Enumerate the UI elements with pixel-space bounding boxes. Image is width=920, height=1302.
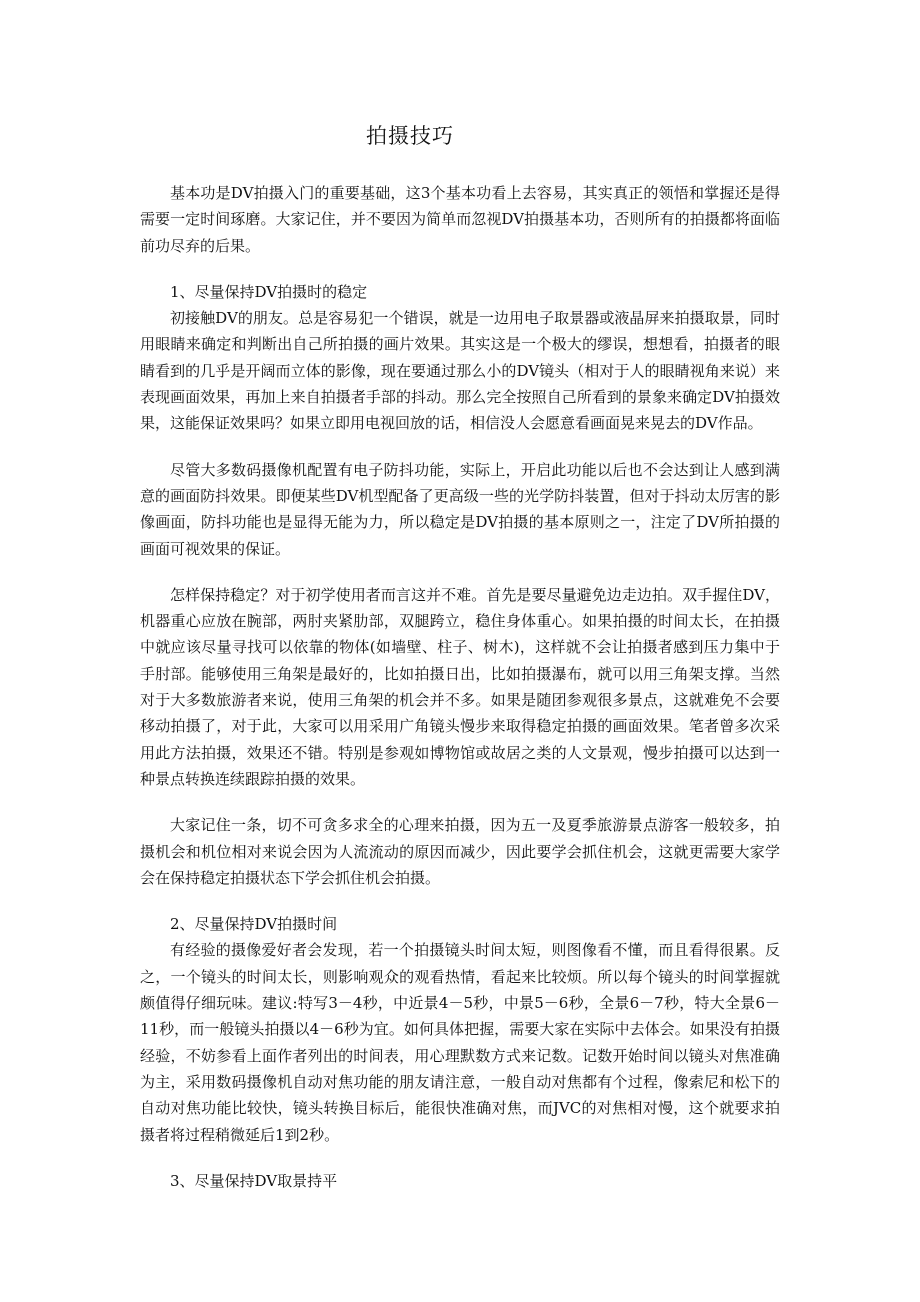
paragraph-spacer — [140, 891, 780, 911]
section-2-paragraph-1: 有经验的摄像爱好者会发现，若一个拍摄镜头时间太短，则图像看不懂，而且看得很累。反之，一个镜头的时间太长，则影响观众的观看热情，看起来比较烦。所以每个镜头的时间掌握就颇值得仔细玩味。建议:特写3－4秒，中近景4－5秒，中景5－6秒，全景6－7秒，特大全景6－11秒，而一般镜头拍摄以4－6秒为宜。如何具体把握，需要大家在实际中去体会。如果没有拍摄经验，不妨参看上面作者列出的时间表，用心理默数方式来记数。记数开始时间以镜头对焦准确为主，采用数码摄像机自动对焦功能的朋友请注意，一般自动对焦都有个过程，像索尼和松下的自动对焦功能比较快，镜头转换目标后，能很快准确对焦，而JVC的对焦相对慢，这个就要求拍摄者将过程稍微延后1到2秒。 — [140, 941, 780, 1144]
section-1-paragraph-3: 怎样保持稳定？对于初学使用者而言这并不难。首先是要尽量避免边走边拍。双手握住DV，机器重心应放在腕部，两肘夹紧肋部，双腿跨立，稳住身体重心。如果拍摄的时间太长，在拍摄中就应该尽量寻找可以依靠的物体(如墙壁、柱子、树木)，这样就不会让拍摄者感到压力集中于手肘部。能够使用三角架是最好的，比如拍摄日出，比如拍摄瀑布，就可以用三角架支撑。当然对于大多数旅游者来说，使用三角架的机会并不多。如果是随团参观很多景点，这就难免不会要移动拍摄了，对于此，大家可以用采用广角镜头慢步来取得稳定拍摄的画面效果。笔者曾多次采用此方法拍摄，效果还不错。特别是参观如博物馆或故居之类的人文景观，慢步拍摄可以达到一种景点转换连续跟踪拍摄的效果。 — [140, 585, 780, 788]
intro-paragraph: 基本功是DV拍摄入门的重要基础，这3个基本功看上去容易，其实真正的领悟和掌握还是得需要一定时间琢磨。大家记住，并不要因为简单而忽视DV拍摄基本功，否则所有的拍摄都将面临前功尽弃的后果。 — [140, 184, 780, 255]
document-body — [140, 180, 780, 1194]
section-1-paragraph-4: 大家记住一条，切不可贪多求全的心理来拍摄，因为五一及夏季旅游景点游客一般较多，拍摄机会和机位相对来说会因为人流流动的原因而减少，因此要学会抓住机会，这就更需要大家学会在保持稳定拍摄状态下学会抓住机会拍摄。 — [140, 816, 780, 887]
paragraph-spacer — [140, 437, 780, 457]
paragraph-spacer — [140, 562, 780, 582]
section-1-paragraph-2: 尽管大多数码摄像机配置有电子防抖功能，实际上，开启此功能以后也不会达到让人感到满意的画面防抖效果。即便某些DV机型配备了更高级一些的光学防抖装置，但对于抖动太厉害的影像画面，防抖功能也是显得无能为力，所以稳定是DV拍摄的基本原则之一，注定了DV所拍摄的画面可视效果的保证。 — [140, 460, 780, 558]
section-1-heading: 1、尽量保持DV拍摄时的稳定 — [170, 282, 368, 301]
section-2-heading: 2、尽量保持DV拍摄时间 — [170, 915, 338, 934]
section-1-paragraph-1: 初接触DV的朋友。总是容易犯一个错误，就是一边用电子取景器或液晶屏来拍摄取景，同时用眼睛来确定和判断出自己所拍摄的画片效果。其实这是一个极大的缪误，想想看，拍摄者的眼睛看到的几乎是开阔而立体的影像，现在要通过那么小的DV镜头（相对于人的眼睛视角来说）来表现画面效果，再加上来自拍摄者手部的抖动。那么完全按照自己所看到的景象来确定DV拍摄效果，这能保证效果吗？如果立即用电视回放的话，相信没人会愿意看画面晃来晃去的DV作品。 — [140, 309, 780, 433]
paragraph-spacer — [140, 792, 780, 812]
page-title: 拍摄技巧 — [366, 124, 454, 148]
section-3-heading: 3、尽量保持DV取景持平 — [170, 1171, 338, 1190]
paragraph-spacer — [140, 259, 780, 279]
paragraph-spacer — [140, 1148, 780, 1168]
